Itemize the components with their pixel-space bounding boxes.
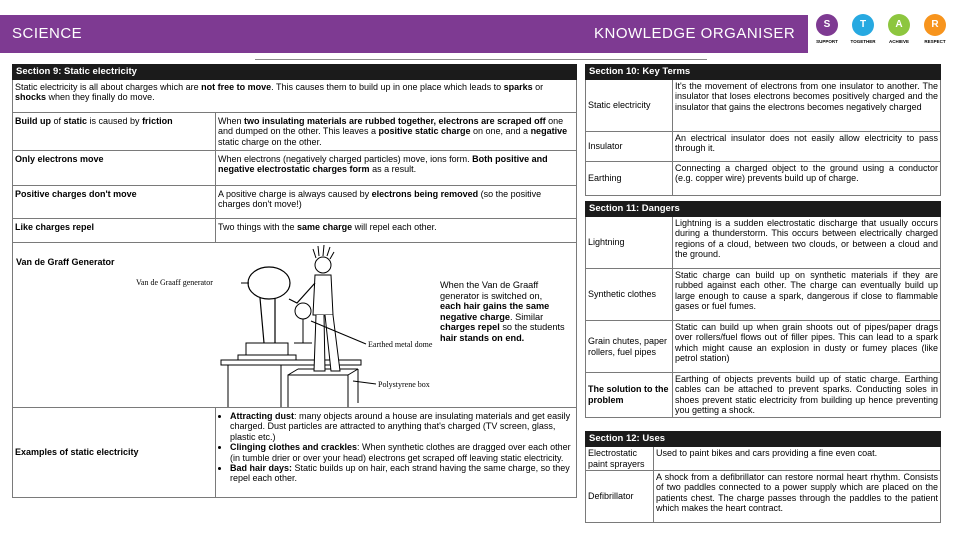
value-letter: R [924,14,946,36]
student-head [315,257,331,273]
value-achieve-logo [884,14,914,44]
label-generator: Van de Graaff generator [136,278,213,287]
term-solution: The solution to the problem [586,373,673,418]
bench-top [221,360,361,365]
van-de-graaff-panel [13,243,577,408]
value-label: TOGETHER [850,39,876,44]
static-intro: Static electricity is all about charges which are not free to move. This causes them to build up in one place which leads to sparks or shocks when they finally do move. [13,80,577,113]
table-top [238,355,296,360]
definition: Connecting a charged object to the ground using a conductor (e.g. copper wire) prevents build up of charge. [673,162,941,196]
row-label-build-up: Build up of static is caused by friction [13,113,216,151]
value-letter: A [888,14,910,36]
row-text-build-up: When two insulating materials are rubbed together, electrons are scraped off one and dumped on the other. This leaves a positive static charge on one, and a negative static charge on the other. [216,113,577,151]
row-text-positive: A positive charge is always caused by electrons being removed (so the positive charges don't move!) [216,186,577,219]
generator-dome [248,267,290,299]
section-10-table [585,64,941,196]
value-label: ACHIEVE [888,39,909,44]
earthed-dome [295,303,311,319]
definition: Lightning is a sudden electrostatic discharge that usually occurs during a thunderstorm. This occurs between electrically charged regions of a cloud, between two clouds, or between a cloud and the ground. [673,217,941,269]
row-text-electrons: When electrons (negatively charged particles) move, ions form. Both positive and negative electrostatic charges form as a result. [216,151,577,186]
section-9-table [12,64,577,498]
list-item: • Clinging clothes and crackles: When synthetic clothes are dragged over each other (in tumble drier or over your head) electrons get scraped off leaving static electricity. [230,442,574,463]
vdg-title: Van de Graff Generator [16,257,115,267]
term-synthetic-clothes: Synthetic clothes [586,269,673,321]
value-together-logo [848,14,878,44]
value-support-logo [812,14,842,44]
divider-line [255,59,707,60]
definition: An electrical insulator does not easily allow electricity to pass through it. [673,132,941,162]
list-item: • Attracting dust: many objects around a house are insulating materials and get easily charged. Dust particles are attracted to anything that's charged (TV screen, glass, plastic etc.) [230,411,574,442]
student-arm [289,283,315,303]
subject-title: SCIENCE [12,25,83,42]
term-static-electricity: Static electricity [586,80,673,132]
definition: A shock from a defibrillator can restore normal heart rhythm. Consists of two paddles connected to a power supply which are placed on the patients chest. The charge passes through the paddles to the patient which makes the heart contract. [654,471,941,523]
term-earthing: Earthing [586,162,673,196]
definition: Static can build up when grain shoots out of pipes/paper drags over rollers/fuel flows out of filler pipes. This can lead to a spark which might cause an explosion in dusty or fumey places (like petrol station) [673,321,941,373]
value-letter: S [816,14,838,36]
generator-column [260,298,264,343]
list-item: • Bad hair days: Static builds up on hair, each strand having the same charge, so they repel each other. [230,463,574,484]
term-lightning: Lightning [586,217,673,269]
examples-list-cell [216,408,577,498]
vdg-explanation: When the Van de Graaff generator is switched on, each hair gains the same negative charge. Similar charges repel so the students hair stands on end. [440,280,565,343]
section-11-title: Section 11: Dangers [586,202,941,217]
definition: It's the movement of electrons from one insulator to another. The insulator that loses electrons becomes positively charged and the insulator that gains the electrons becomes negatively charged [673,80,941,132]
section-11-table [585,201,941,418]
row-text-repel: Two things with the same charge will repel each other. [216,219,577,243]
term-grain-chutes: Grain chutes, paper rollers, fuel pipes [586,321,673,373]
term-paint-sprayers: Electrostatic paint sprayers [586,447,654,471]
section-10-title: Section 10: Key Terms [586,65,941,80]
label-polystyrene-box: Polystyrene box [378,380,430,389]
value-label: RESPECT [924,39,946,44]
section-12-title: Section 12: Uses [586,432,941,447]
row-label-repel: Like charges repel [13,219,216,243]
examples-label: Examples of static electricity [13,408,216,498]
generator-base [246,343,288,355]
term-insulator: Insulator [586,132,673,162]
examples-list [218,411,574,484]
value-label: SUPPORT [816,39,838,44]
term-defibrillator: Defibrillator [586,471,654,523]
definition: Earthing of objects prevents build up of static charge. Earthing cables can be attached to prevent sparks. Conducting soles in shoes prevent static electricity from building up hence preventing you getting a shock. [673,373,941,418]
value-letter: T [852,14,874,36]
student-body [313,275,333,315]
row-label-positive: Positive charges don't move [13,186,216,219]
section-9-title: Section 9: Static electricity [13,65,577,80]
page-title: KNOWLEDGE ORGANISER [594,25,796,42]
definition: Used to paint bikes and cars providing a fine even coat. [654,447,941,471]
header-bar [0,15,808,53]
row-label-electrons: Only electrons move [13,151,216,186]
label-earthed-dome: Earthed metal dome [368,340,433,349]
section-12-table [585,431,941,523]
value-respect-logo [920,14,950,44]
school-values-logos [812,12,960,62]
polystyrene-box [288,375,348,408]
definition: Static charge can build up on synthetic materials if they are rubbed against each other. The charge can eventually build up large enough to cause a spark, dangerous if close to flammable gases or fuel fumes. [673,269,941,321]
